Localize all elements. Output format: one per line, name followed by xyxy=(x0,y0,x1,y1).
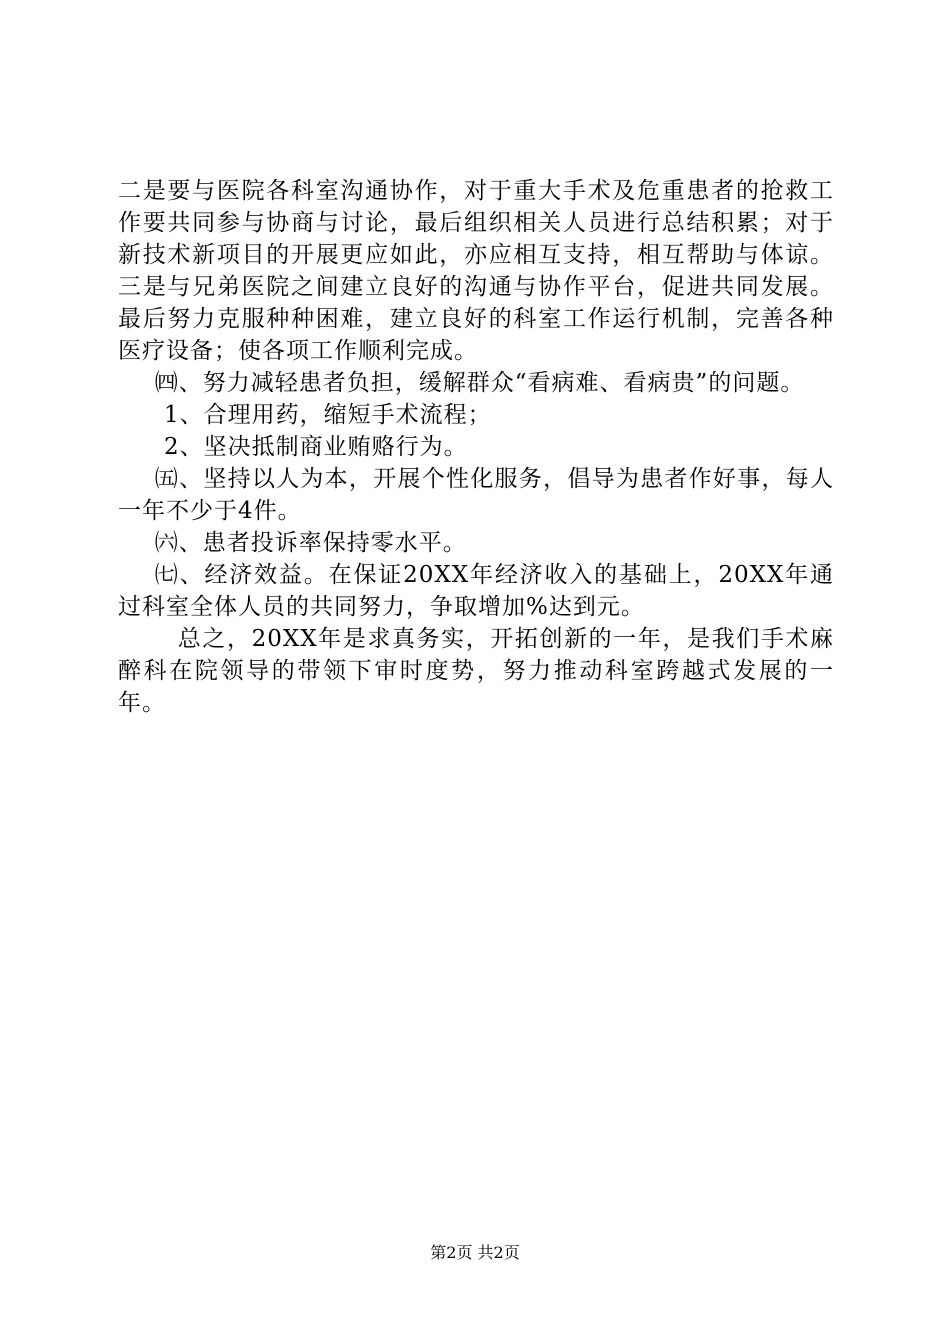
paragraph-item-5: ㈤、坚持以人为本，开展个性化服务，倡导为患者作好事，每人一年不少于4件。 xyxy=(118,466,834,524)
paragraph-summary: 总之，20XX年是求真务实，开拓创新的一年，是我们手术麻醉科在院领导的带领下审时度势，努力推动科室跨越式发展的一年。 xyxy=(118,626,834,716)
paragraph-item-4: ㈣、努力减轻患者负担，缓解群众“看病难、看病贵”的问题。 xyxy=(154,370,805,396)
paragraph-subitem-1: 1、合理用药，缩短手术流程； xyxy=(164,402,492,428)
paragraph-cooperation: 二是要与医院各科室沟通协作，对于重大手术及危重患者的抢救工作要共同参与协商与讨论，最后组织相关人员进行总结积累；对于新技术新项目的开展更应如此，亦应相互支持，相互帮助与体谅。三是与兄弟医院之间建立良好的沟通与协作平台，促进共同发展。最后努力克服种种困难，建立良好的科室工作运行机制，完善各种医疗设备；使各项工作顺利完成。 xyxy=(118,178,834,364)
document-body xyxy=(118,175,834,719)
page-footer: 第2页 共2页 xyxy=(430,1243,520,1262)
paragraph-subitem-2: 2、坚决抵制商业贿赂行为。 xyxy=(164,434,468,460)
paragraph-item-6: ㈥、患者投诉率保持零水平。 xyxy=(154,530,467,556)
paragraph-item-7: ㈦、经济效益。在保证20XX年经济收入的基础上，20XX年通过科室全体人员的共同努力，争取增加%达到元。 xyxy=(118,562,834,620)
